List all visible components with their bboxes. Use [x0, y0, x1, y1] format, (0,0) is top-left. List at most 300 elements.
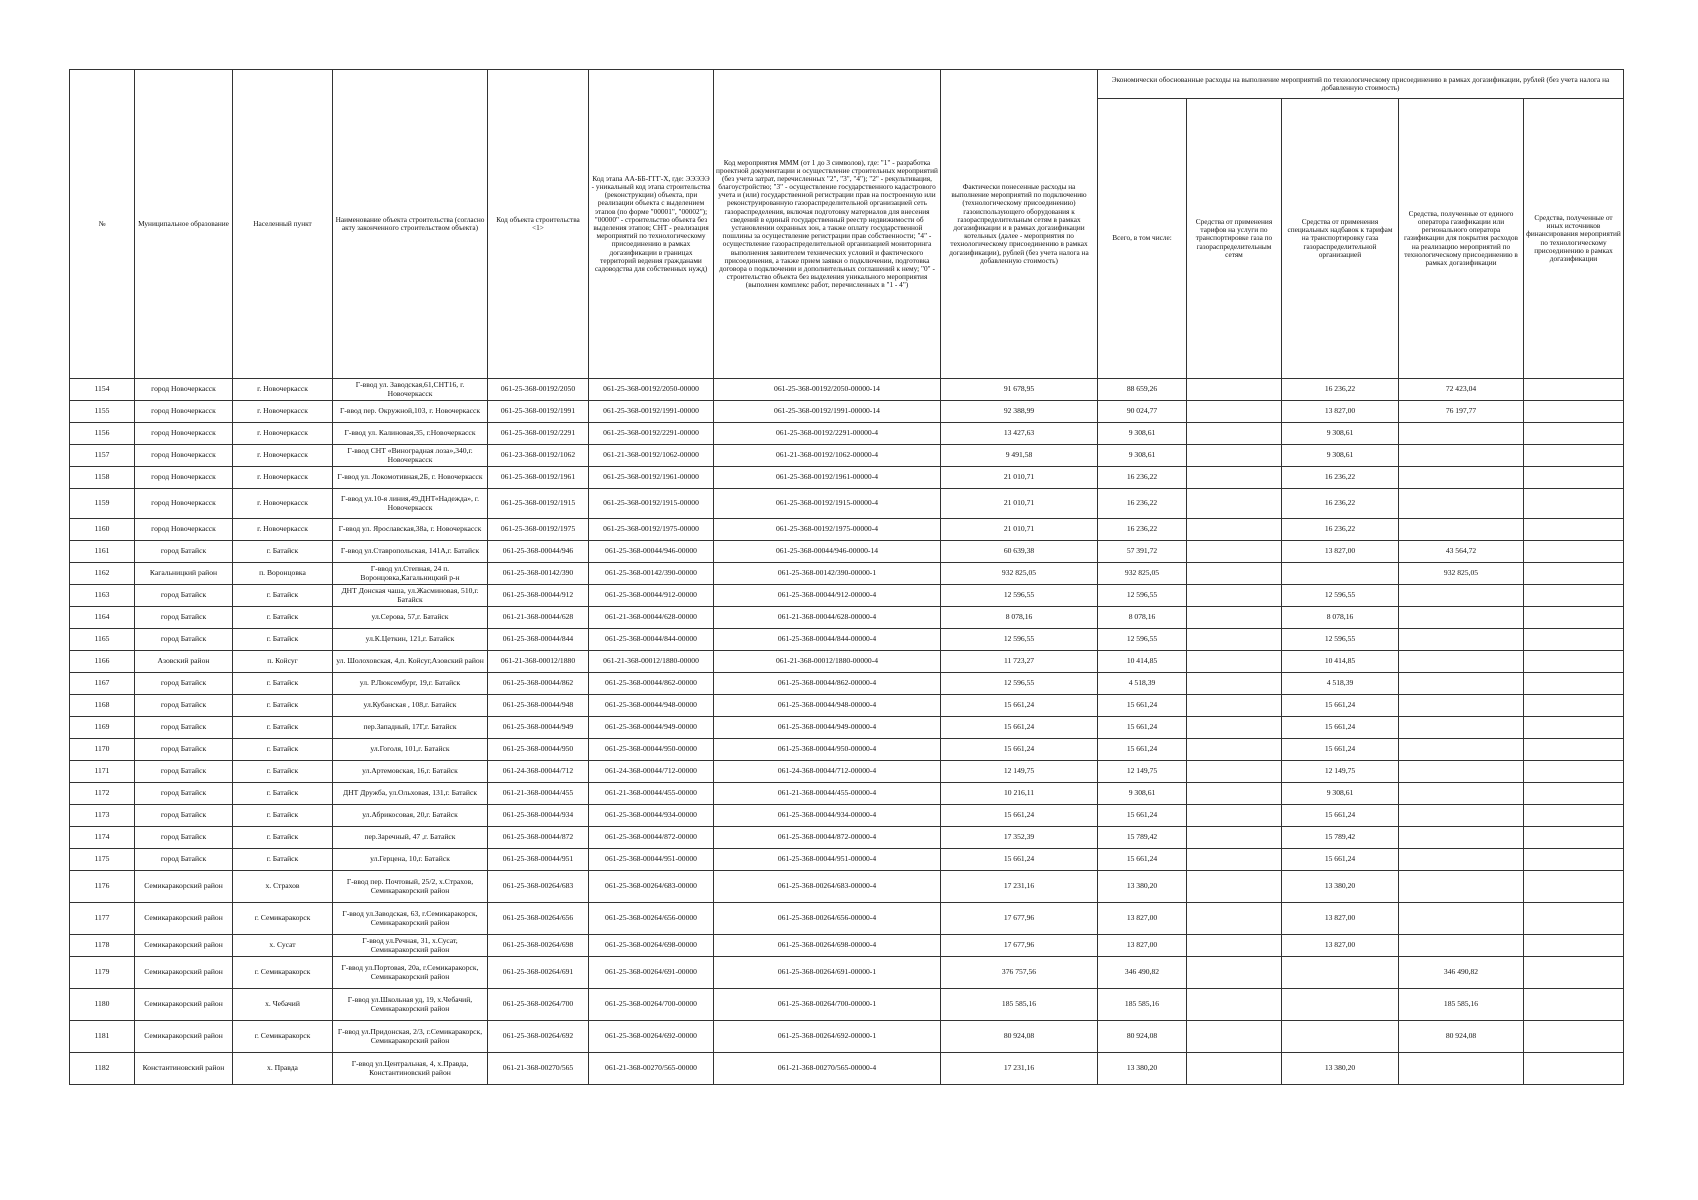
cell-code: 061-25-368-00142/390 — [488, 563, 589, 585]
cell-code: 061-25-368-00264/691 — [488, 957, 589, 989]
cell-tariff — [1187, 519, 1282, 541]
cell-actual: 15 661,24 — [941, 805, 1098, 827]
cell-stage: 061-21-368-00044/455-00000 — [589, 783, 714, 805]
cell-total: 15 661,24 — [1098, 805, 1187, 827]
cell-stage: 061-25-368-00264/692-00000 — [589, 1021, 714, 1053]
table-row — [70, 805, 1624, 827]
cell-tariff — [1187, 651, 1282, 673]
cell-mun: город Новочеркасск — [135, 445, 233, 467]
cell-other — [1524, 957, 1624, 989]
cell-num: 1181 — [70, 1021, 135, 1053]
table-row — [70, 903, 1624, 935]
cell-special: 15 661,24 — [1282, 805, 1399, 827]
cell-mun: Семикаракорский район — [135, 989, 233, 1021]
header-operator: Средства, полученные от единого оператора газификации или регионального оператора газификации для покрытия расходов на реализацию мероприятий по технологическому присоединению в рамках догазификации — [1399, 99, 1524, 379]
cell-actual: 17 231,16 — [941, 1053, 1098, 1085]
cell-place: г. Батайск — [233, 849, 333, 871]
header-settlement: Населенный пункт — [233, 70, 333, 379]
cell-operator: 76 197,77 — [1399, 401, 1524, 423]
cell-name: Г-ввод ул. Локомотивная,2Б, г. Новочеркасск — [333, 467, 488, 489]
cell-operator — [1399, 629, 1524, 651]
cell-act: 061-25-368-00264/692-00000-1 — [714, 1021, 941, 1053]
cell-num: 1154 — [70, 379, 135, 401]
cell-operator — [1399, 783, 1524, 805]
table-row — [70, 717, 1624, 739]
cell-place: г. Батайск — [233, 783, 333, 805]
cell-tariff — [1187, 401, 1282, 423]
cell-num: 1159 — [70, 489, 135, 519]
cell-stage: 061-25-368-00044/872-00000 — [589, 827, 714, 849]
cell-num: 1175 — [70, 849, 135, 871]
cell-operator — [1399, 651, 1524, 673]
cell-code: 061-25-368-00264/698 — [488, 935, 589, 957]
cell-tariff — [1187, 903, 1282, 935]
cell-stage: 061-25-368-00142/390-00000 — [589, 563, 714, 585]
cell-num: 1164 — [70, 607, 135, 629]
cell-name: Г-ввод ул.Портовая, 20а, г.Семикаракорск, Семикаракорский район — [333, 957, 488, 989]
cell-total: 8 078,16 — [1098, 607, 1187, 629]
cell-place: г. Семикаракорск — [233, 957, 333, 989]
cell-name: Г-ввод ул.Придонская, 2/3, г.Семикаракорск, Семикаракорский район — [333, 1021, 488, 1053]
cell-stage: 061-25-368-00264/691-00000 — [589, 957, 714, 989]
cell-act: 061-25-368-00044/946-00000-14 — [714, 541, 941, 563]
cell-place: г. Новочеркасск — [233, 445, 333, 467]
cell-actual: 21 010,71 — [941, 519, 1098, 541]
cell-total: 932 825,05 — [1098, 563, 1187, 585]
cell-other — [1524, 651, 1624, 673]
cell-operator — [1399, 489, 1524, 519]
cell-operator — [1399, 871, 1524, 903]
table-row — [70, 585, 1624, 607]
cell-code: 061-25-368-00264/656 — [488, 903, 589, 935]
cell-total: 346 490,82 — [1098, 957, 1187, 989]
cell-stage: 061-25-368-00044/948-00000 — [589, 695, 714, 717]
table-row — [70, 519, 1624, 541]
table-row — [70, 827, 1624, 849]
cell-name: ДНТ Дружба, ул.Ольховая, 131,г. Батайск — [333, 783, 488, 805]
cell-operator — [1399, 717, 1524, 739]
cell-tariff — [1187, 849, 1282, 871]
cell-special: 13 827,00 — [1282, 903, 1399, 935]
cell-mun: Семикаракорский район — [135, 1021, 233, 1053]
cell-stage: 061-25-368-00044/934-00000 — [589, 805, 714, 827]
cell-actual: 10 216,11 — [941, 783, 1098, 805]
cell-special: 9 308,61 — [1282, 423, 1399, 445]
cell-act: 061-25-368-00264/698-00000-4 — [714, 935, 941, 957]
cell-act: 061-21-368-00044/455-00000-4 — [714, 783, 941, 805]
cell-mun: Семикаракорский район — [135, 903, 233, 935]
cell-total: 15 661,24 — [1098, 695, 1187, 717]
table-row — [70, 935, 1624, 957]
cell-tariff — [1187, 585, 1282, 607]
cell-num: 1176 — [70, 871, 135, 903]
cell-actual: 12 596,55 — [941, 629, 1098, 651]
cell-stage: 061-25-368-00264/656-00000 — [589, 903, 714, 935]
cell-total: 12 596,55 — [1098, 585, 1187, 607]
cell-other — [1524, 585, 1624, 607]
cell-other — [1524, 695, 1624, 717]
cell-actual: 92 388,99 — [941, 401, 1098, 423]
cell-other — [1524, 445, 1624, 467]
cell-actual: 17 677,96 — [941, 935, 1098, 957]
cell-name: Г-ввод ул.Речная, 31, х.Сусат, Семикаракорский район — [333, 935, 488, 957]
cell-total: 9 308,61 — [1098, 423, 1187, 445]
cell-operator — [1399, 935, 1524, 957]
table-row — [70, 695, 1624, 717]
cell-actual: 12 149,75 — [941, 761, 1098, 783]
cell-special: 16 236,22 — [1282, 519, 1399, 541]
cell-name: ул.Серова, 57,г. Батайск — [333, 607, 488, 629]
cell-other — [1524, 1053, 1624, 1085]
cell-place: г. Батайск — [233, 761, 333, 783]
cell-mun: город Батайск — [135, 761, 233, 783]
cell-mun: Кагальницкий район — [135, 563, 233, 585]
cell-other — [1524, 379, 1624, 401]
cell-special: 9 308,61 — [1282, 783, 1399, 805]
cell-mun: город Батайск — [135, 607, 233, 629]
cell-operator — [1399, 445, 1524, 467]
cell-mun: город Новочеркасск — [135, 401, 233, 423]
cell-special: 10 414,85 — [1282, 651, 1399, 673]
cell-place: х. Страхов — [233, 871, 333, 903]
cell-operator — [1399, 805, 1524, 827]
cell-name: ул.Артемовская, 16,г. Батайск — [333, 761, 488, 783]
cell-total: 4 518,39 — [1098, 673, 1187, 695]
cell-code: 061-25-368-00192/2050 — [488, 379, 589, 401]
cell-actual: 376 757,56 — [941, 957, 1098, 989]
table-row — [70, 379, 1624, 401]
cell-stage: 061-25-368-00044/862-00000 — [589, 673, 714, 695]
cell-tariff — [1187, 871, 1282, 903]
cell-num: 1182 — [70, 1053, 135, 1085]
cell-other — [1524, 519, 1624, 541]
cell-mun: город Батайск — [135, 849, 233, 871]
cell-name: Г-ввод ул.Ставропольская, 141А,г. Батайск — [333, 541, 488, 563]
cell-code: 061-24-368-00044/712 — [488, 761, 589, 783]
table-body — [70, 379, 1624, 1085]
cell-tariff — [1187, 673, 1282, 695]
cell-other — [1524, 805, 1624, 827]
cell-name: ул. Р.Люксембург, 19,г. Батайск — [333, 673, 488, 695]
table-header — [70, 70, 1624, 379]
cell-name: Г-ввод ул.Заводская, 63, г.Семикаракорск, Семикаракорский район — [333, 903, 488, 935]
cell-act: 061-25-368-00192/1961-00000-4 — [714, 467, 941, 489]
header-stage-code: Код этапа АА-ББ-ГГГ-Х, где: ЭЭЭЭЭ - уникальный код этапа строительства (реконструкции) объекта, при реализации объекта с выделением этапов (по форме "00001", "00002"); "00000" - строительство объекта без выделения этапов; СНТ - реализация мероприятий по технологическому присоединению в рамках догазификации в границах территорий ведения гражданами садоводства для собственных нужд) — [589, 70, 714, 379]
table-row — [70, 629, 1624, 651]
cell-actual: 17 677,96 — [941, 903, 1098, 935]
cell-act: 061-25-368-00264/656-00000-4 — [714, 903, 941, 935]
cell-stage: 061-25-368-00192/1975-00000 — [589, 519, 714, 541]
cell-special — [1282, 1021, 1399, 1053]
table-row — [70, 871, 1624, 903]
cell-total: 15 661,24 — [1098, 739, 1187, 761]
cell-total: 80 924,08 — [1098, 1021, 1187, 1053]
cell-mun: город Батайск — [135, 585, 233, 607]
cell-place: г. Новочеркасск — [233, 467, 333, 489]
cell-act: 061-21-368-00044/628-00000-4 — [714, 607, 941, 629]
cell-operator: 932 825,05 — [1399, 563, 1524, 585]
cell-tariff — [1187, 467, 1282, 489]
cell-place: п. Койсуг — [233, 651, 333, 673]
cell-code: 061-25-368-00044/912 — [488, 585, 589, 607]
cell-stage: 061-25-368-00192/2050-00000 — [589, 379, 714, 401]
table-row — [70, 989, 1624, 1021]
cell-operator — [1399, 519, 1524, 541]
cell-act: 061-25-368-00192/2291-00000-4 — [714, 423, 941, 445]
cell-stage: 061-21-368-00192/1062-00000 — [589, 445, 714, 467]
cell-name: Г-ввод пер. Окружной,103, г. Новочеркасск — [333, 401, 488, 423]
cell-mun: город Батайск — [135, 629, 233, 651]
cell-num: 1158 — [70, 467, 135, 489]
cell-mun: город Батайск — [135, 695, 233, 717]
cell-total: 16 236,22 — [1098, 467, 1187, 489]
cell-act: 061-25-368-00142/390-00000-1 — [714, 563, 941, 585]
cell-operator — [1399, 739, 1524, 761]
cell-code: 061-21-368-00270/565 — [488, 1053, 589, 1085]
cell-name: Г-ввод ул.Школьная уд, 19, х.Чебачий, Семикаракорский район — [333, 989, 488, 1021]
cell-mun: город Батайск — [135, 541, 233, 563]
cell-act: 061-25-368-00192/1991-00000-14 — [714, 401, 941, 423]
cell-special: 12 596,55 — [1282, 585, 1399, 607]
cell-stage: 061-25-368-00044/951-00000 — [589, 849, 714, 871]
cell-act: 061-25-368-00044/948-00000-4 — [714, 695, 941, 717]
cell-num: 1177 — [70, 903, 135, 935]
cell-code: 061-25-368-00044/844 — [488, 629, 589, 651]
cell-total: 16 236,22 — [1098, 489, 1187, 519]
cell-place: г. Батайск — [233, 585, 333, 607]
cell-num: 1165 — [70, 629, 135, 651]
cell-operator — [1399, 695, 1524, 717]
cell-other — [1524, 783, 1624, 805]
cell-place: г. Батайск — [233, 629, 333, 651]
cell-name: Г-ввод пер. Почтовый, 25/2, х.Страхов, Семикаракорский район — [333, 871, 488, 903]
header-activity-code: Код мероприятия МММ (от 1 до 3 символов), где: "1" - разработка проектной документации и осуществление строительных мероприятий (без учета затрат, перечисленных "2", "3", "4"); "2" - рекультивация, благоустройство; "3" - осуществление государственного кадастрового учета и (или) государственной регистрации прав на построенную или реконструированную газораспределительной организацией сеть газораспределения, включая подготовку материалов для внесения сведений в единый государственный реестр недвижимости об установлении охранных зон, а также оплату государственной пошлины за осуществление регистрации прав собственности; "4" - осуществление газораспределительной организацией мониторинга выполнения заявителем технических условий и фактического присоединения, а также прием заявки о подключении, подготовка договора о подключении и дополнительных соглашений к нему; "0" - строительство объекта без выделения уникального мероприятия (выполнен комплекс работ, перечисленных в "1 - 4") — [714, 70, 941, 379]
cell-mun: город Новочеркасск — [135, 467, 233, 489]
cell-total: 16 236,22 — [1098, 519, 1187, 541]
cell-special: 13 827,00 — [1282, 401, 1399, 423]
cell-place: х. Сусат — [233, 935, 333, 957]
cell-other — [1524, 761, 1624, 783]
cell-other — [1524, 739, 1624, 761]
cell-act: 061-21-368-00192/1062-00000-4 — [714, 445, 941, 467]
header-actual-costs: Фактически понесенные расходы на выполнение мероприятий по подключению (технологическому присоединению) газоиспользующего оборудования к газораспределительным сетям в рамках догазификации и в рамках догазификации котельных (далее - мероприятия по технологическому присоединению в рамках догазификации), рублей (без учета налога на добавленную стоимость) — [941, 70, 1098, 379]
cell-total: 12 596,55 — [1098, 629, 1187, 651]
cell-actual: 91 678,95 — [941, 379, 1098, 401]
cell-total: 13 827,00 — [1098, 935, 1187, 957]
cell-num: 1155 — [70, 401, 135, 423]
table-row — [70, 651, 1624, 673]
cell-tariff — [1187, 1021, 1282, 1053]
cell-act: 061-25-368-00044/951-00000-4 — [714, 849, 941, 871]
table-row — [70, 541, 1624, 563]
cell-act: 061-25-368-00264/683-00000-4 — [714, 871, 941, 903]
cell-tariff — [1187, 379, 1282, 401]
cell-tariff — [1187, 563, 1282, 585]
cell-num: 1169 — [70, 717, 135, 739]
table-row — [70, 761, 1624, 783]
cell-name: ул.К.Цеткин, 121,г. Батайск — [333, 629, 488, 651]
cell-other — [1524, 827, 1624, 849]
cell-tariff — [1187, 695, 1282, 717]
cell-place: г. Новочеркасск — [233, 519, 333, 541]
cell-other — [1524, 871, 1624, 903]
cell-place: х. Чебачий — [233, 989, 333, 1021]
cell-special: 15 661,24 — [1282, 849, 1399, 871]
cell-stage: 061-24-368-00044/712-00000 — [589, 761, 714, 783]
header-other: Средства, полученные от иных источников финансирования мероприятий по технологическому присоединению в рамках догазификации — [1524, 99, 1624, 379]
cell-name: Г-ввод ул.Центральная, 4, х.Правда, Константиновский район — [333, 1053, 488, 1085]
cell-actual: 15 661,24 — [941, 849, 1098, 871]
cell-place: х. Правда — [233, 1053, 333, 1085]
cell-mun: Семикаракорский район — [135, 957, 233, 989]
cell-act: 061-25-368-00264/700-00000-1 — [714, 989, 941, 1021]
cell-special: 15 661,24 — [1282, 739, 1399, 761]
cell-stage: 061-25-368-00044/946-00000 — [589, 541, 714, 563]
cell-special: 4 518,39 — [1282, 673, 1399, 695]
cell-tariff — [1187, 489, 1282, 519]
cell-tariff — [1187, 761, 1282, 783]
cell-actual: 11 723,27 — [941, 651, 1098, 673]
cell-code: 061-25-368-00192/1975 — [488, 519, 589, 541]
cell-place: г. Новочеркасск — [233, 379, 333, 401]
cell-other — [1524, 935, 1624, 957]
cell-mun: город Батайск — [135, 717, 233, 739]
cell-place: г. Батайск — [233, 805, 333, 827]
cell-actual: 60 639,38 — [941, 541, 1098, 563]
cell-total: 13 380,20 — [1098, 871, 1187, 903]
cell-actual: 932 825,05 — [941, 563, 1098, 585]
cell-tariff — [1187, 423, 1282, 445]
cell-other — [1524, 467, 1624, 489]
cell-tariff — [1187, 445, 1282, 467]
cell-actual: 15 661,24 — [941, 717, 1098, 739]
cell-actual: 185 585,16 — [941, 989, 1098, 1021]
cell-act: 061-25-368-00264/691-00000-1 — [714, 957, 941, 989]
table-row — [70, 1021, 1624, 1053]
cell-code: 061-25-368-00264/700 — [488, 989, 589, 1021]
cell-stage: 061-21-368-00044/628-00000 — [589, 607, 714, 629]
cell-place: г. Новочеркасск — [233, 401, 333, 423]
cell-stage: 061-25-368-00192/1915-00000 — [589, 489, 714, 519]
cell-code: 061-25-368-00044/862 — [488, 673, 589, 695]
cell-other — [1524, 849, 1624, 871]
cell-operator: 43 564,72 — [1399, 541, 1524, 563]
cost-table — [69, 69, 1624, 1085]
cell-other — [1524, 629, 1624, 651]
cell-mun: Азовский район — [135, 651, 233, 673]
cell-actual: 8 078,16 — [941, 607, 1098, 629]
cell-num: 1157 — [70, 445, 135, 467]
cell-stage: 061-25-368-00264/683-00000 — [589, 871, 714, 903]
cell-num: 1180 — [70, 989, 135, 1021]
cell-actual: 15 661,24 — [941, 739, 1098, 761]
cell-place: г. Новочеркасск — [233, 489, 333, 519]
cell-name: ул.Гоголя, 101,г. Батайск — [333, 739, 488, 761]
cell-operator — [1399, 903, 1524, 935]
table-row — [70, 673, 1624, 695]
cell-code: 061-25-368-00044/872 — [488, 827, 589, 849]
cell-stage: 061-21-368-00270/565-00000 — [589, 1053, 714, 1085]
cell-operator — [1399, 827, 1524, 849]
cell-other — [1524, 607, 1624, 629]
cell-mun: город Новочеркасск — [135, 379, 233, 401]
header-municipality: Муниципальное образование — [135, 70, 233, 379]
cell-other — [1524, 1021, 1624, 1053]
table-row — [70, 467, 1624, 489]
cell-num: 1174 — [70, 827, 135, 849]
cell-stage: 061-25-368-00044/950-00000 — [589, 739, 714, 761]
table-row — [70, 783, 1624, 805]
cell-mun: Семикаракорский район — [135, 871, 233, 903]
cell-stage: 061-25-368-00192/1961-00000 — [589, 467, 714, 489]
cell-act: 061-25-368-00044/934-00000-4 — [714, 805, 941, 827]
cell-operator: 80 924,08 — [1399, 1021, 1524, 1053]
cell-act: 061-21-368-00270/565-00000-4 — [714, 1053, 941, 1085]
cell-num: 1170 — [70, 739, 135, 761]
cell-special: 13 827,00 — [1282, 541, 1399, 563]
cell-special: 12 149,75 — [1282, 761, 1399, 783]
cell-code: 061-23-368-00192/1062 — [488, 445, 589, 467]
cell-stage: 061-21-368-00012/1880-00000 — [589, 651, 714, 673]
cell-code: 061-25-368-00192/1915 — [488, 489, 589, 519]
cell-operator — [1399, 673, 1524, 695]
cell-place: г. Батайск — [233, 541, 333, 563]
cell-place: г. Батайск — [233, 695, 333, 717]
cell-name: ДНТ Донская чаша, ул.Жасминовая, 510,г. Батайск — [333, 585, 488, 607]
cell-mun: город Батайск — [135, 827, 233, 849]
cell-name: ул.Кубанская , 108,г. Батайск — [333, 695, 488, 717]
cell-code: 061-25-368-00192/2291 — [488, 423, 589, 445]
cell-num: 1160 — [70, 519, 135, 541]
cell-actual: 13 427,63 — [941, 423, 1098, 445]
cell-name: ул.Герцена, 10,г. Батайск — [333, 849, 488, 871]
cell-tariff — [1187, 739, 1282, 761]
cell-special — [1282, 563, 1399, 585]
cell-tariff — [1187, 717, 1282, 739]
cell-special: 15 789,42 — [1282, 827, 1399, 849]
cell-actual: 17 352,39 — [941, 827, 1098, 849]
cell-special: 9 308,61 — [1282, 445, 1399, 467]
cell-special: 8 078,16 — [1282, 607, 1399, 629]
cell-total: 88 659,26 — [1098, 379, 1187, 401]
cell-code: 061-25-368-00192/1991 — [488, 401, 589, 423]
cell-place: п. Воронцовка — [233, 563, 333, 585]
cell-name: Г-ввод ул.Степная, 24 п. Воронцовка,Кагальницкий р-н — [333, 563, 488, 585]
cell-act: 061-25-368-00044/949-00000-4 — [714, 717, 941, 739]
cell-actual: 12 596,55 — [941, 673, 1098, 695]
cell-mun: город Батайск — [135, 673, 233, 695]
cell-stage: 061-25-368-00264/698-00000 — [589, 935, 714, 957]
cell-actual: 80 924,08 — [941, 1021, 1098, 1053]
cell-place: г. Батайск — [233, 717, 333, 739]
cell-num: 1178 — [70, 935, 135, 957]
table-row — [70, 563, 1624, 585]
cell-total: 57 391,72 — [1098, 541, 1187, 563]
cell-total: 10 414,85 — [1098, 651, 1187, 673]
cell-actual: 21 010,71 — [941, 467, 1098, 489]
cell-other — [1524, 541, 1624, 563]
header-object-name: Наименование объекта строительства (согласно акту законченного строительством объекта) — [333, 70, 488, 379]
cell-act: 061-25-368-00044/912-00000-4 — [714, 585, 941, 607]
cell-act: 061-25-368-00044/950-00000-4 — [714, 739, 941, 761]
cell-act: 061-25-368-00192/1915-00000-4 — [714, 489, 941, 519]
cell-act: 061-24-368-00044/712-00000-4 — [714, 761, 941, 783]
cell-mun: Семикаракорский район — [135, 935, 233, 957]
cell-name: ул. Шолоховская, 4,п. Койсуг,Азовский район — [333, 651, 488, 673]
cell-num: 1171 — [70, 761, 135, 783]
cell-operator: 185 585,16 — [1399, 989, 1524, 1021]
cell-name: Г-ввод ул. Калиновая,35, г.Новочеркасск — [333, 423, 488, 445]
